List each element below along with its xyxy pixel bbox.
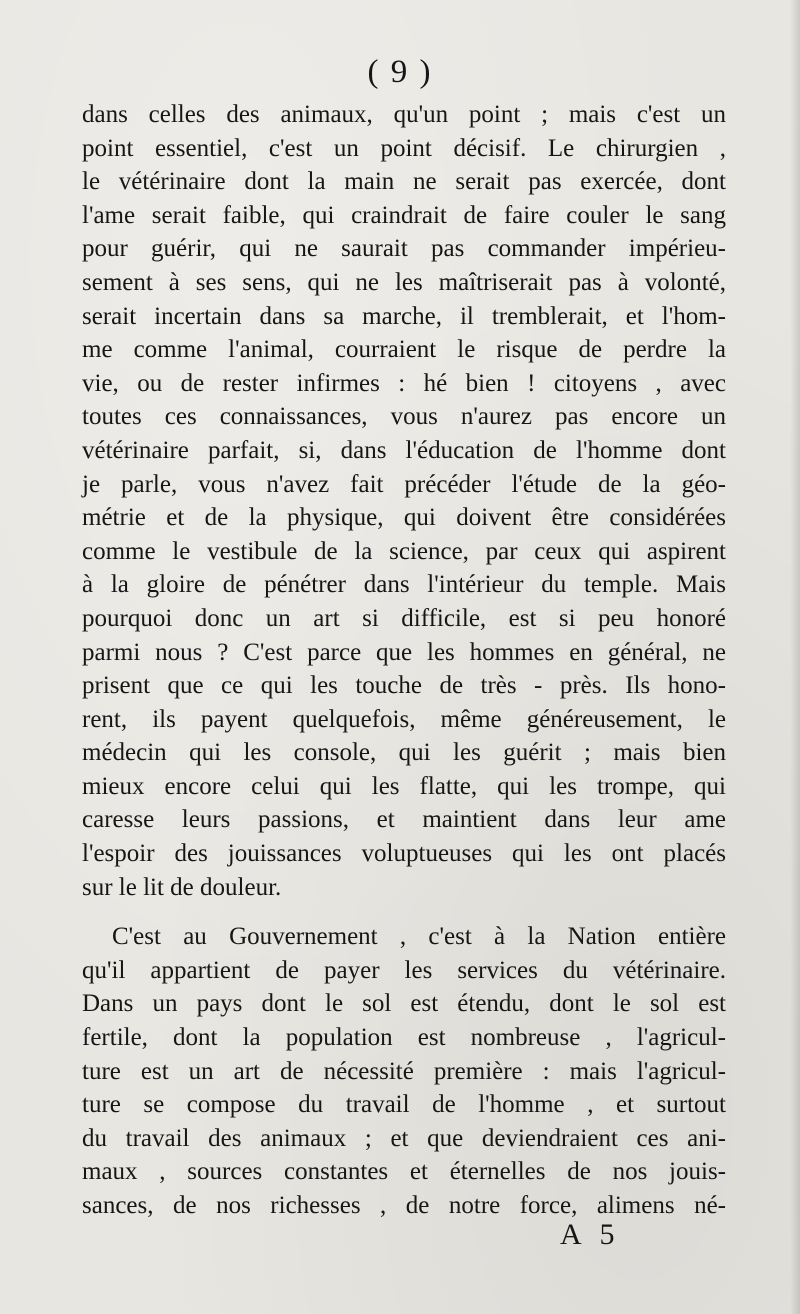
text-line: qu'il appartient de payer les services du vétérinaire. <box>82 956 726 984</box>
text-line: métrie et de la physique, qui doivent être considérées <box>82 504 726 532</box>
page-number: ( 9 ) <box>367 54 433 90</box>
text-line: prisent que ce qui les touche de très - près. Ils hono- <box>82 672 726 700</box>
text-line: me comme l'animal, courraient le risque de perdre la <box>82 336 726 364</box>
text-line: je parle, vous n'avez fait précéder l'étude de la géo- <box>82 470 726 498</box>
text-line: pour guérir, qui ne saurait pas commander impérieu- <box>82 235 726 263</box>
text-line: pourquoi donc un art si difficile, est si peu honoré <box>82 604 726 632</box>
text-line: caresse leurs passions, et maintient dans leur ame <box>82 806 726 834</box>
text-line: mieux encore celui qui les flatte, qui les trompe, qui <box>82 772 726 800</box>
text-line: comme le vestibule de la science, par ceux qui aspirent <box>82 537 726 565</box>
text-line: à la gloire de pénétrer dans l'intérieur du temple. Mais <box>82 571 726 599</box>
text-line: du travail des animaux ; et que deviendraient ces ani- <box>82 1124 726 1152</box>
text-line: vie, ou de rester infirmes : hé bien ! citoyens , avec <box>82 369 726 397</box>
text-line: médecin qui les console, qui les guérit ; mais bien <box>82 739 726 767</box>
text-line: sement à ses sens, qui ne les maîtriserait pas à volonté, <box>82 268 726 296</box>
text-line: l'espoir des jouissances voluptueuses qui les ont placés <box>82 840 726 868</box>
text-line: fertile, dont la population est nombreuse , l'agricul- <box>82 1024 726 1052</box>
text-line: serait incertain dans sa marche, il tremblerait, et l'hom- <box>82 302 726 330</box>
text-line: l'ame serait faible, qui craindrait de faire couler le sang <box>82 201 726 229</box>
text-line: ture est un art de nécessité première : mais l'agricul- <box>82 1057 726 1085</box>
text-line: rent, ils payent quelquefois, même généreusement, le <box>82 705 726 733</box>
text-line: sances, de nos richesses , de notre force, alimens né- <box>82 1192 726 1219</box>
paragraph-break <box>82 904 726 920</box>
text-line: le vétérinaire dont la main ne serait pas exercée, dont <box>82 168 726 196</box>
text-line: parmi nous ? C'est parce que les hommes en général, ne <box>82 638 726 666</box>
signature-mark: A 5 <box>560 1218 621 1251</box>
text-line: C'est au Gouvernement , c'est à la Nation entière <box>112 923 726 951</box>
text-line: maux , sources constantes et éternelles de nos jouis- <box>82 1158 726 1186</box>
text-line: sur le lit de douleur. <box>82 873 282 901</box>
text-line: Dans un pays dont le sol est étendu, dont le sol est <box>82 990 726 1018</box>
text-line: ture se compose du travail de l'homme , et surtout <box>82 1091 726 1119</box>
text-line: vétérinaire parfait, si, dans l'éducation de l'homme dont <box>82 436 726 464</box>
text-line: dans celles des animaux, qu'un point ; mais c'est un <box>82 101 726 128</box>
text-line: point essentiel, c'est un point décisif. Le chirurgien , <box>82 134 726 162</box>
text-line: toutes ces connaissances, vous n'aurez pas encore un <box>82 403 726 431</box>
body-text <box>82 98 726 1223</box>
